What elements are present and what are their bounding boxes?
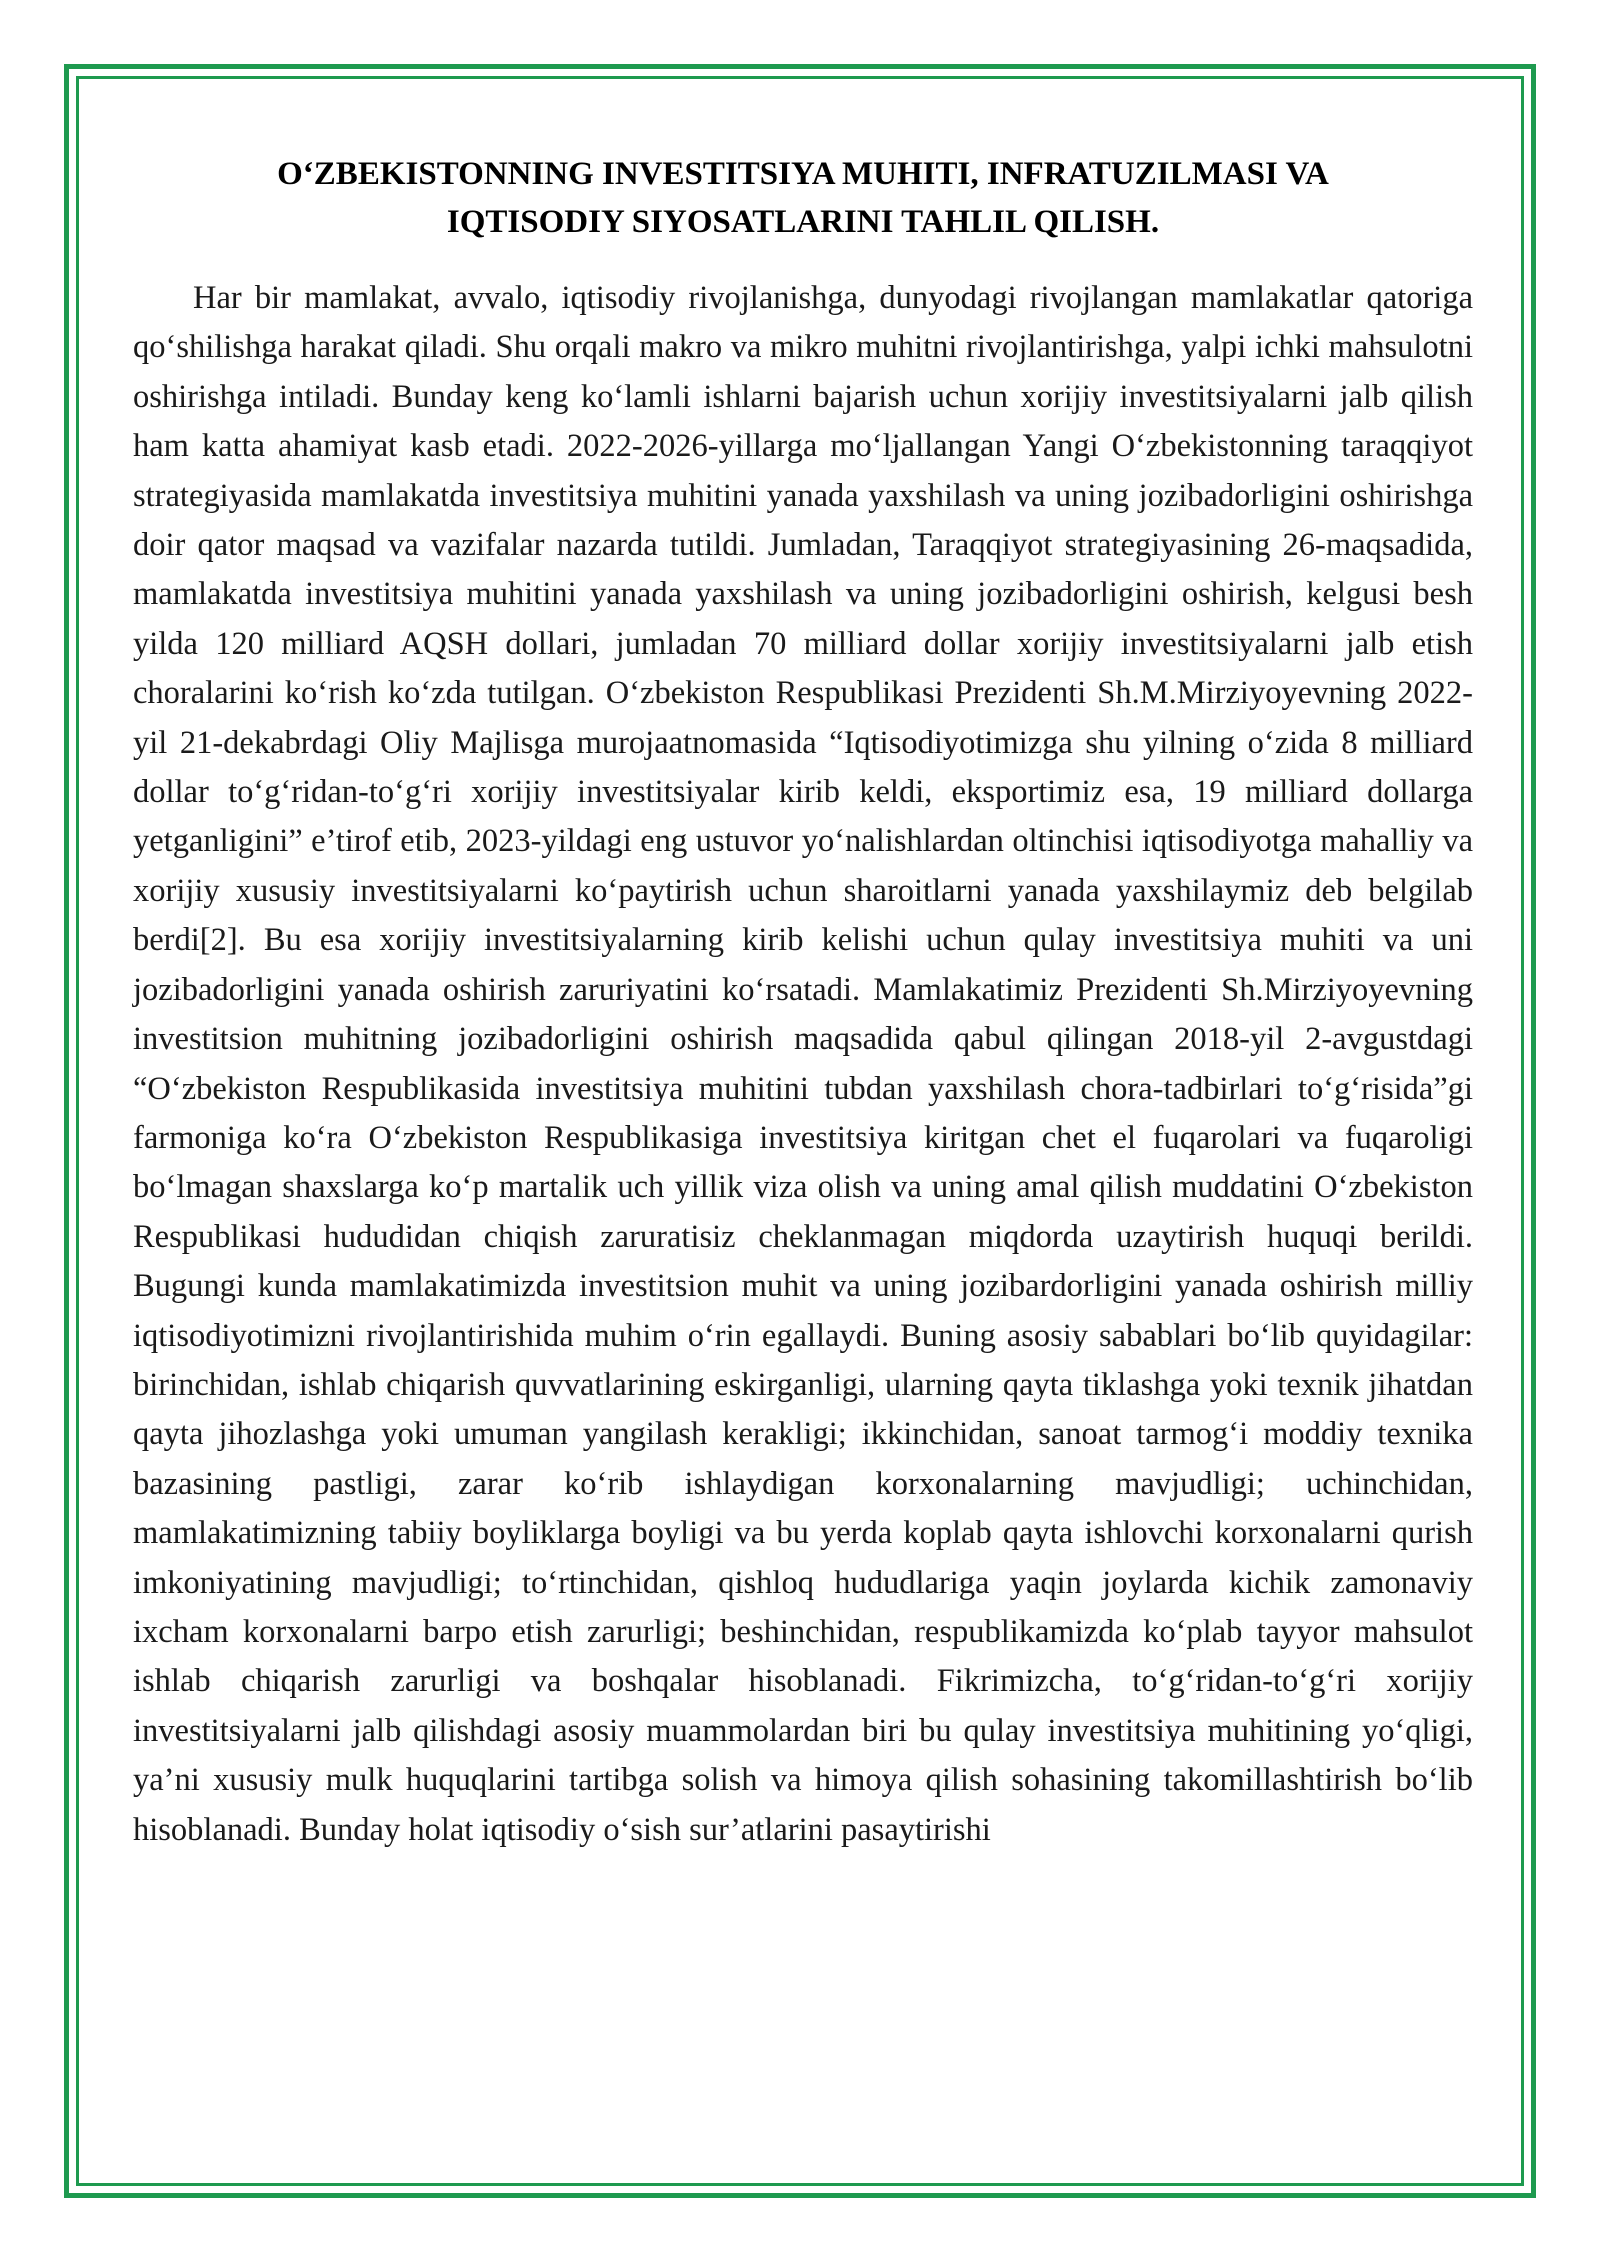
document-title [133,150,1473,246]
document-title-line-2: IQTISODIY SIYOSATLARINI TAHLIL QILISH. [446,204,1160,240]
document-content [133,150,1473,1855]
body-paragraph: Har bir mamlakat, avvalo, iqtisodiy rivojlanishga, dunyodagi rivojlangan mamlakatlar qatoriga qo‘shilishga harakat qiladi. Shu orqali makro va mikro muhitni rivojlantirishga, yalpi ichki mahsulotni oshirishga intiladi. Bunday keng ko‘lamli ishlarni bajarish uchun xorijiy investitsiyalarni jalb qilish ham katta ahamiyat kasb etadi. 2022-2026-yillarga mo‘ljallangan Yangi O‘zbekistonning taraqqiyot strategiyasida mamlakatda investitsiya muhitini yanada yaxshilash va uning jozibadorligini oshirishga doir qator maqsad va vazifalar nazarda tutildi. Jumladan, Taraqqiyot strategiyasining 26-maqsadida, mamlakatda investitsiya muhitini yanada yaxshilash va uning jozibadorligini oshirish, kelgusi besh yilda 120 milliard AQSH dollari, jumladan 70 milliard dollar xorijiy investitsiyalarni jalb etish choralarini ko‘rish ko‘zda tutilgan. O‘zbekiston Respublikasi Prezidenti Sh.M.Mirziyoyevning 2022-yil 21-dekabrdagi Oliy Majlisga murojaatnomasida “Iqtisodiyotimizga shu yilning o‘zida 8 milliard dollar to‘g‘ridan-to‘g‘ri xorijiy investitsiyalar kirib keldi, eksportimiz esa, 19 milliard dollarga yetganligini” e’tirof etib, 2023-yildagi eng ustuvor yo‘nalishlardan oltinchisi iqtisodiyotga mahalliy va xorijiy xususiy investitsiyalarni ko‘paytirish uchun sharoitlarni yanada yaxshilaymiz deb belgilab berdi[2]. Bu esa xorijiy investitsiyalarning kirib kelishi uchun qulay investitsiya muhiti va uni jozibadorligini yanada oshirish zaruriyatini ko‘rsatadi. Mamlakatimiz Prezidenti Sh.Mirziyoyevning investitsion muhitning jozibadorligini oshirish maqsadida qabul qilingan 2018-yil 2-avgustdagi “O‘zbekiston Respublikasida investitsiya muhitini tubdan yaxshilash chora-tadbirlari to‘g‘risida”gi farmoniga ko‘ra O‘zbekiston Respublikasiga investitsiya kiritgan chet el fuqarolari va fuqaroligi bo‘lmagan shaxslarga ko‘p martalik uch yillik viza olish va uning amal qilish muddatini O‘zbekiston Respublikasi hududidan chiqish zaruratisiz cheklanmagan miqdorda uzaytirish huquqi berildi. Bugungi kunda mamlakatimizda investitsion muhit va uning jozibardorligini yanada oshirish milliy iqtisodiyotimizni rivojlantirishida muhim o‘rin egallaydi. Buning asosiy sabablari bo‘lib quyidagilar: birinchidan, ishlab chiqarish quvvatlarining eskirganligi, ularning qayta tiklashga yoki texnik jihatdan qayta jihozlashga yoki umuman yangilash kerakligi; ikkinchidan, sanoat tarmog‘i moddiy texnika bazasining pastligi, zarar ko‘rib ishlaydigan korxonalarning mavjudligi; uchinchidan, mamlakatimizning tabiiy boyliklarga boyligi va bu yerda koplab qayta ishlovchi korxonalarni qurish imkoniyatining mavjudligi; to‘rtinchidan, qishloq hududlariga yaqin joylarda kichik zamonaviy ixcham korxonalarni barpo etish zarurligi; beshinchidan, respublikamizda ko‘plab tayyor mahsulot ishlab chiqarish zarurligi va boshqalar hisoblanadi. Fikrimizcha, to‘g‘ridan-to‘g‘ri xorijiy investitsiyalarni jalb qilishdagi asosiy muammolardan biri bu qulay investitsiya muhitining yo‘qligi, ya’ni xususiy mulk huquqlarini tartibga solish va himoya qilish sohasining takomillashtirish bo‘lib hisoblanadi. Bunday holat iqtisodiy o‘sish sur’atlarini pasaytirishi [133,280,1473,1848]
document-title-line-1: O‘ZBEKISTONNING INVESTITSIYA MUHITI, INFRATUZILMASI VA [277,156,1329,192]
